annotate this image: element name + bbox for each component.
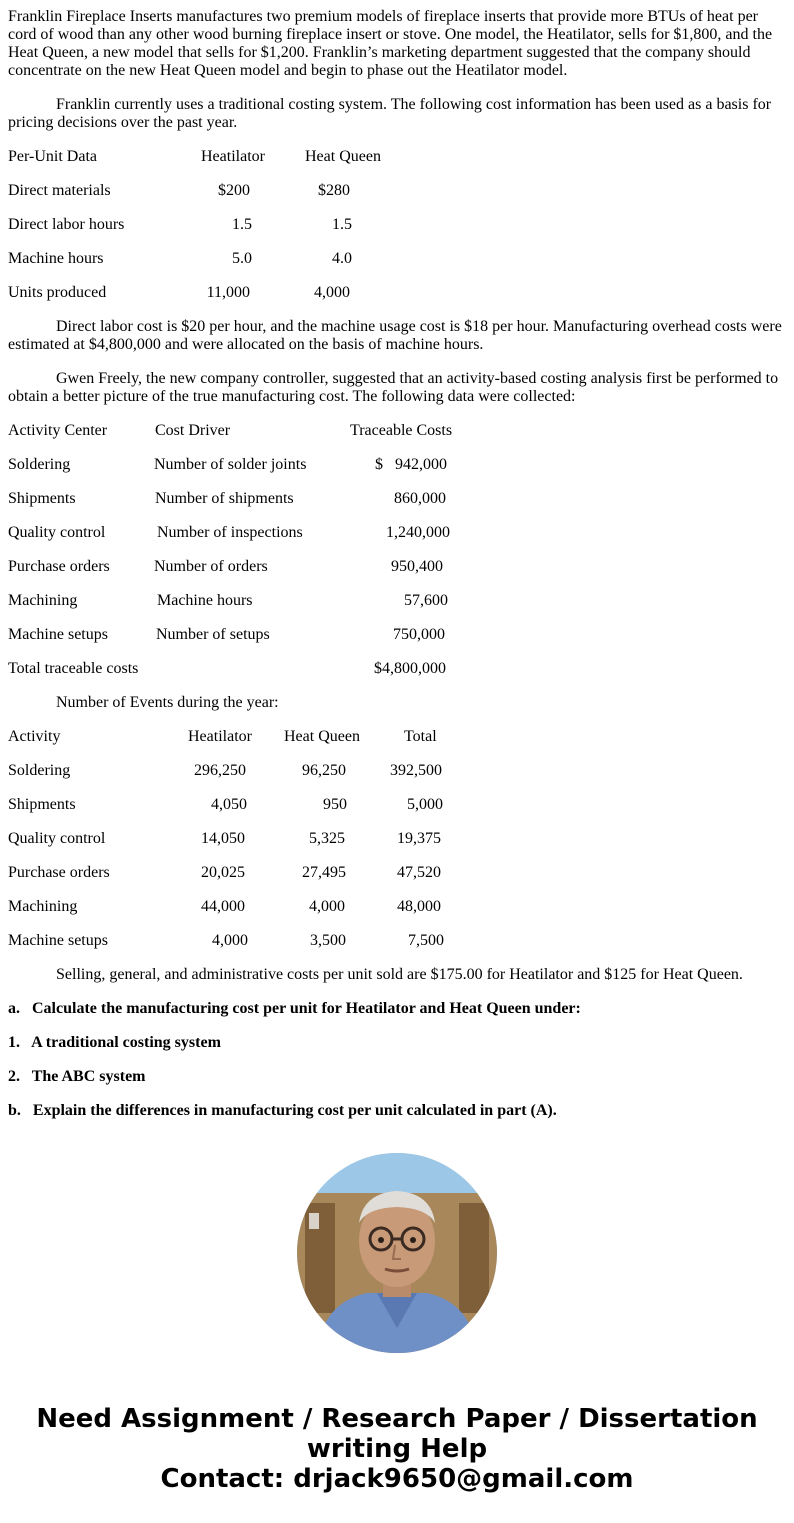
activity-center-name: Machining (8, 592, 78, 609)
events-heat-queen-count: 96,250 (302, 762, 346, 779)
events-total-count: 19,375 (397, 830, 441, 847)
events-activity-name: Soldering (8, 762, 71, 779)
activity-traceable-cost: 860,000 (394, 490, 446, 507)
events-total-count: 392,500 (390, 762, 442, 779)
question-b: b. Explain the differences in manufacturing cost per unit calculated in part (A). (8, 1102, 557, 1119)
events-heatilator-count: 4,050 (211, 796, 247, 813)
activity-traceable-cost: 57,600 (404, 592, 448, 609)
activity-center-name: Soldering (8, 456, 71, 473)
events-heat-queen-count: 3,500 (310, 932, 346, 949)
activity-cost-driver: Number of solder joints (154, 456, 307, 473)
activity-center-name: Quality control (8, 524, 106, 541)
per-unit-header-heat-queen: Heat Queen (305, 148, 381, 165)
events-header-total: Total (404, 728, 437, 745)
per-unit-heatilator-value: $200 (218, 182, 250, 199)
activity-cost-driver: Machine hours (157, 592, 253, 609)
per-unit-row-label: Machine hours (8, 250, 104, 267)
events-heat-queen-count: 27,495 (302, 864, 346, 881)
per-unit-heat-queen-value: $280 (318, 182, 350, 199)
events-total-count: 48,000 (397, 898, 441, 915)
events-heatilator-count: 20,025 (201, 864, 245, 881)
total-traceable-value: $4,800,000 (374, 660, 446, 677)
activity-header-driver: Cost Driver (155, 422, 231, 439)
activity-center-name: Purchase orders (8, 558, 110, 575)
events-header-heat-queen: Heat Queen (284, 728, 360, 745)
sga-paragraph: Selling, general, and administrative costs per unit sold are $175.00 for Heatilator and $125 for Heat Queen. (56, 966, 743, 983)
activity-cost-driver: Number of inspections (157, 524, 303, 541)
per-unit-header-heatilator: Heatilator (201, 148, 265, 165)
per-unit-row-label: Units produced (8, 284, 107, 301)
events-header-heatilator: Heatilator (188, 728, 252, 745)
events-total-count: 5,000 (407, 796, 443, 813)
events-header-activity: Activity (8, 728, 61, 745)
events-heat-queen-count: 5,325 (309, 830, 345, 847)
question-1: 1. A traditional costing system (8, 1034, 221, 1051)
activity-traceable-cost: 750,000 (393, 626, 445, 643)
events-heat-queen-count: 4,000 (309, 898, 345, 915)
events-activity-name: Purchase orders (8, 864, 110, 881)
events-heatilator-count: 14,050 (201, 830, 245, 847)
events-activity-name: Quality control (8, 830, 106, 847)
intro-paragraph: Franklin Fireplace Inserts manufactures two premium models of fireplace inserts that provide more BTUs of heat per cord of wood than any other wood burning fireplace insert or stove. One model, the Heatilator, sells for $1,800, and the Heat Queen, a new model that sells for $1,200. Franklin’s marketing department suggested that the company should concentrate on the new Heat Queen model and begin to phase out the Heatilator model. (8, 8, 773, 79)
activity-header-center: Activity Center (8, 422, 108, 439)
per-unit-heatilator-value: 1.5 (232, 216, 252, 233)
total-traceable-label: Total traceable costs (8, 660, 139, 677)
per-unit-heat-queen-value: 4.0 (332, 250, 352, 267)
activity-cost-driver: Number of orders (154, 558, 268, 575)
activity-cost-driver: Number of setups (156, 626, 270, 643)
activity-traceable-cost: 950,400 (391, 558, 443, 575)
question-a: a. Calculate the manufacturing cost per unit for Heatilator and Heat Queen under: (8, 1000, 581, 1017)
costing-paragraph: Franklin currently uses a traditional costing system. The following cost information has been used as a basis for pricing decisions over the past year. (8, 96, 772, 131)
per-unit-heatilator-value: 11,000 (206, 284, 250, 301)
activity-center-name: Machine setups (8, 626, 108, 643)
promo-line-2: writing Help (306, 1434, 488, 1464)
activity-traceable-cost: $ 942,000 (375, 456, 447, 473)
promo-line-1: Need Assignment / Research Paper / Dissertation (36, 1404, 758, 1434)
activity-center-name: Shipments (8, 490, 76, 507)
abc-paragraph: Gwen Freely, the new company controller, suggested that an activity-based costing analysis first be performed to obtain a better picture of the true manufacturing cost. The following data were collected: (8, 370, 779, 405)
portrait-illustration (297, 1153, 497, 1353)
events-activity-name: Shipments (8, 796, 76, 813)
events-total-count: 7,500 (408, 932, 444, 949)
question-2: 2. The ABC system (8, 1068, 146, 1085)
activity-header-costs: Traceable Costs (350, 422, 453, 439)
promo-contact[interactable]: Contact: drjack9650@gmail.com (160, 1464, 634, 1494)
profile-photo (297, 1153, 497, 1353)
events-heatilator-count: 4,000 (212, 932, 248, 949)
per-unit-row-label: Direct labor hours (8, 216, 125, 233)
activity-traceable-cost: 1,240,000 (386, 524, 450, 541)
events-heatilator-count: 44,000 (201, 898, 245, 915)
per-unit-header-label: Per-Unit Data (8, 148, 97, 165)
events-heatilator-count: 296,250 (194, 762, 246, 779)
activity-cost-driver: Number of shipments (155, 490, 294, 507)
per-unit-heatilator-value: 5.0 (232, 250, 252, 267)
per-unit-heat-queen-value: 4,000 (314, 284, 350, 301)
promo-banner (0, 1404, 794, 1494)
events-activity-name: Machine setups (8, 932, 108, 949)
labor-cost-paragraph: Direct labor cost is $20 per hour, and the machine usage cost is $18 per hour. Manufacturing overhead costs were estimated at $4,800,000 and were allocated on the basis of machine hours. (8, 318, 782, 353)
events-heat-queen-count: 950 (323, 796, 347, 813)
events-total-count: 47,520 (397, 864, 441, 881)
events-activity-name: Machining (8, 898, 78, 915)
per-unit-heat-queen-value: 1.5 (332, 216, 352, 233)
events-heading: Number of Events during the year: (56, 694, 279, 711)
per-unit-row-label: Direct materials (8, 182, 111, 199)
